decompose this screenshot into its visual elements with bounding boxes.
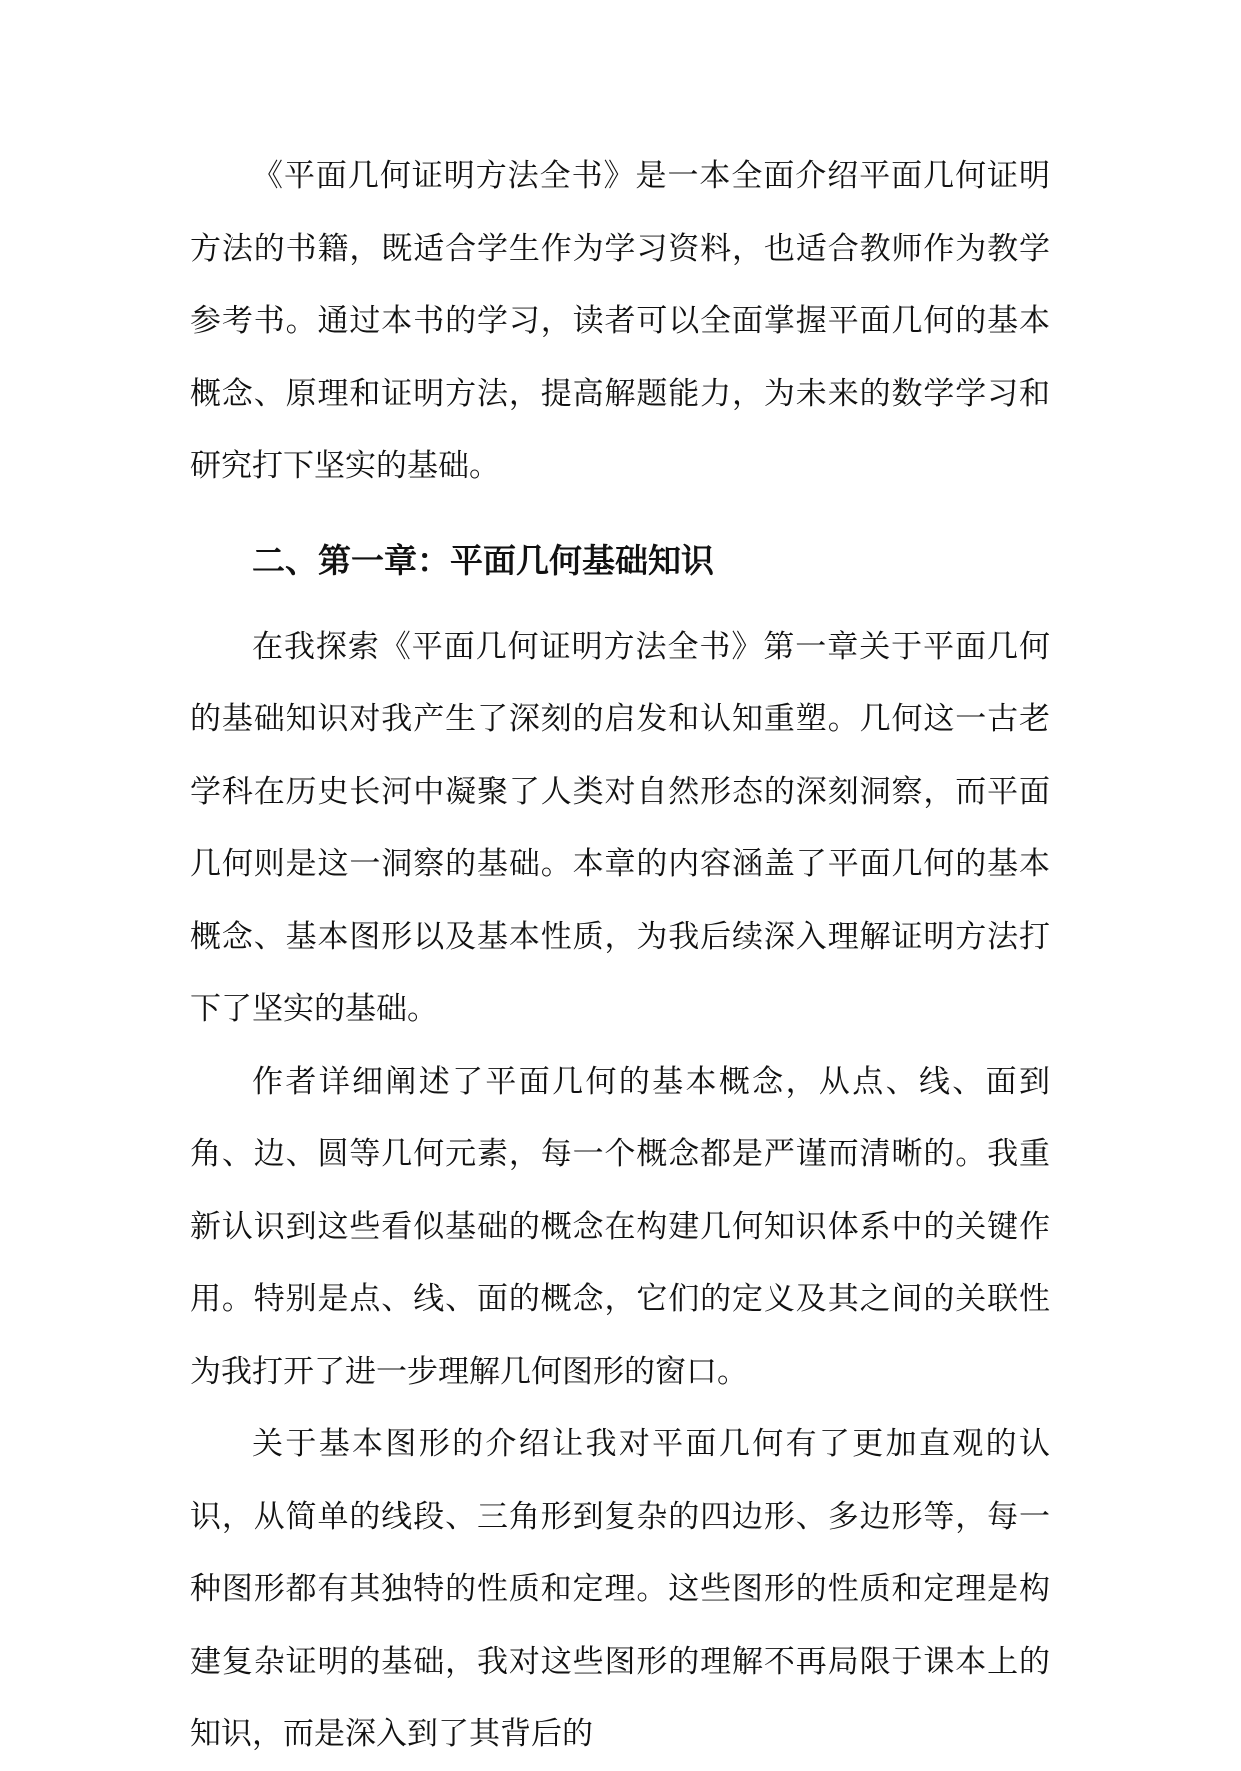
body-paragraph-3: 关于基本图形的介绍让我对平面几何有了更加直观的认识，从简单的线段、三角形到复杂的四边形、多边形等，每一种图形都有其独特的性质和定理。这些图形的性质和定理是构建复杂证明的基础，我对这些图形的理解不再局限于课本上的知识，而是深入到了其背后的: [190, 1426, 1050, 1752]
document-body: [190, 140, 1050, 1771]
intro-paragraph: 《平面几何证明方法全书》是一本全面介绍平面几何证明方法的书籍，既适合学生作为学习资料，也适合教师作为教学参考书。通过本书的学习，读者可以全面掌握平面几何的基本概念、原理和证明方法，提高解题能力，为未来的数学学习和研究打下坚实的基础。: [190, 158, 1050, 484]
body-paragraph-2: 作者详细阐述了平面几何的基本概念，从点、线、面到角、边、圆等几何元素，每一个概念都是严谨而清晰的。我重新认识到这些看似基础的概念在构建几何知识体系中的关键作用。特别是点、线、面的概念，它们的定义及其之间的关联性为我打开了进一步理解几何图形的窗口。: [190, 1063, 1050, 1390]
body-paragraph-1: 在我探索《平面几何证明方法全书》第一章关于平面几何的基础知识对我产生了深刻的启发和认知重塑。几何这一古老学科在历史长河中凝聚了人类对自然形态的深刻洞察，而平面几何则是这一洞察的基础。本章的内容涵盖了平面几何的基本概念、基本图形以及基本性质，为我后续深入理解证明方法打下了坚实的基础。: [190, 628, 1050, 1027]
section-heading: 二、第一章：平面几何基础知识: [252, 540, 714, 580]
